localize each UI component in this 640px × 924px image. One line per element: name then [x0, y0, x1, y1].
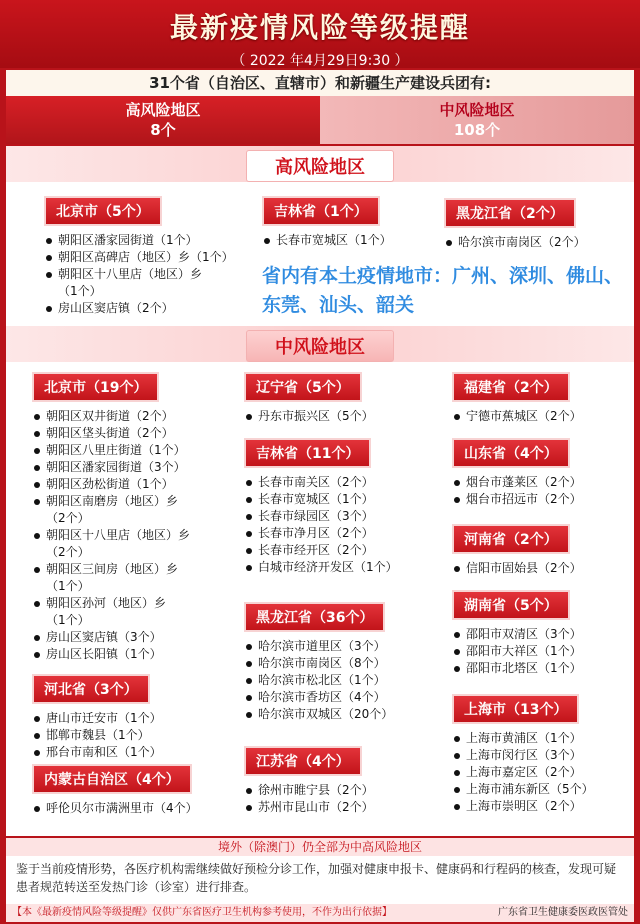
area-item: 烟台市蓬莱区（2个）: [452, 474, 582, 491]
area-item: 上海市嘉定区（2个）: [452, 764, 594, 781]
area-list: [262, 232, 392, 249]
province-title: 辽宁省（5个）: [244, 372, 362, 402]
area-item: 哈尔滨市松北区（1个）: [244, 672, 393, 689]
province-title: 福建省（2个）: [452, 372, 570, 402]
area-list: [244, 782, 374, 816]
area-list: [452, 474, 582, 508]
area-item: 房山区窦店镇（2个）: [44, 300, 234, 317]
area-item: 长春市绿园区（3个）: [244, 508, 398, 525]
area-item: 朝阳区高碑店（地区）乡（1个）: [44, 249, 234, 266]
area-item: 朝阳区八里庄街道（1个）: [32, 442, 190, 459]
area-item: 唐山市迁安市（1个）: [32, 710, 162, 727]
province-title: 黑龙江省（2个）: [444, 198, 576, 228]
area-list: [32, 710, 162, 761]
area-list: [452, 626, 582, 677]
area-item: 朝阳区潘家园街道（1个）: [44, 232, 234, 249]
area-item: 呼伦贝尔市满洲里市（4个）: [32, 800, 198, 817]
area-item: 房山区长阳镇（1个）: [32, 646, 190, 663]
area-item: 上海市闵行区（3个）: [452, 747, 594, 764]
province-title: 黑龙江省（36个）: [244, 602, 385, 632]
area-item: （1个）: [46, 579, 90, 593]
disclaimer-text: 【本《最新疫情风险等级提醒》仅供广东省医疗卫生机构参考使用，不作为出行依据】: [12, 907, 392, 918]
disclaimer-bar: [6, 904, 634, 922]
area-item: 烟台市招远市（2个）: [452, 491, 582, 508]
area-item: 房山区窦店镇（3个）: [32, 629, 190, 646]
area-item: 丹东市振兴区（5个）: [244, 408, 374, 425]
area-item: 朝阳区孙河（地区）乡: [32, 595, 190, 612]
province-title: 吉林省（1个）: [262, 196, 380, 226]
issuer-text: 广东省卫生健康委医政医管处: [498, 907, 628, 918]
high-risk-label: 高风险地区: [125, 101, 201, 119]
province-block: [32, 674, 162, 761]
province-block: [32, 764, 198, 817]
page-date: （ 2022 年4月29日9:30 ）: [231, 53, 409, 69]
area-item: 朝阳区三间房（地区）乡: [32, 561, 190, 578]
area-item: 信阳市固始县（2个）: [452, 560, 582, 577]
province-title: 吉林省（11个）: [244, 438, 371, 468]
area-item: 白城市经济开发区（1个）: [244, 559, 398, 576]
area-item: 上海市崇明区（2个）: [452, 798, 594, 815]
area-item: （1个）: [58, 284, 102, 298]
mid-risk-count: 108个: [453, 121, 501, 139]
risk-summary: [6, 96, 634, 144]
province-block: [262, 196, 392, 249]
area-item: 朝阳区十八里店（地区）乡: [44, 266, 234, 283]
area-item: 朝阳区十八里店（地区）乡: [32, 527, 190, 544]
area-item: 哈尔滨市南岗区（2个）: [444, 234, 586, 251]
area-list: [44, 232, 234, 317]
area-item: 长春市宽城区（1个）: [262, 232, 392, 249]
province-block: [244, 372, 374, 425]
province-block: [32, 372, 190, 663]
high-risk-section-title: 高风险地区: [246, 150, 394, 182]
local-outbreak-notice: 省内有本土疫情地市：广州、深圳、佛山、东莞、汕头、韶关: [262, 265, 624, 316]
area-item: 邵阳市双清区（3个）: [452, 626, 582, 643]
province-title: 湖南省（5个）: [452, 590, 570, 620]
province-block: [452, 590, 582, 677]
guidance-text: 鉴于当前疫情形势，各医疗机构需继续做好预检分诊工作，加强对健康申报卡、健康码和行程码的核查，发现可疑患者规范转送至发热门诊（诊室）进行排查。: [6, 856, 634, 904]
area-list: [32, 408, 190, 663]
area-item: 朝阳区潘家园街道（3个）: [32, 459, 190, 476]
mid-risk-panel: [6, 362, 634, 836]
page-title: 最新疫情风险等级提醒: [169, 11, 470, 44]
area-item: 邯郸市魏县（1个）: [32, 727, 162, 744]
mid-risk-section-header: [6, 326, 634, 362]
province-block: [444, 198, 586, 251]
area-item: 徐州市睢宁县（2个）: [244, 782, 374, 799]
mid-risk-summary: [320, 96, 634, 144]
area-list: [452, 730, 594, 815]
area-item: 长春市净月区（2个）: [244, 525, 398, 542]
overseas-notice: 境外（除澳门）仍全部为中高风险地区: [6, 838, 634, 856]
intro-text: 31个省（自治区、直辖市）和新疆生产建设兵团有:: [6, 70, 634, 96]
area-list: [452, 560, 582, 577]
province-title: 上海市（13个）: [452, 694, 579, 724]
area-item: （2个）: [46, 545, 90, 559]
area-item: 朝阳区劲松街道（1个）: [32, 476, 190, 493]
area-item: 邵阳市北塔区（1个）: [452, 660, 582, 677]
area-list: [244, 408, 374, 425]
province-block: [452, 372, 582, 425]
area-item: 哈尔滨市道里区（3个）: [244, 638, 393, 655]
province-block: [452, 694, 594, 815]
province-title: 河南省（2个）: [452, 524, 570, 554]
area-item: （1个）: [46, 613, 90, 627]
area-item: 邵阳市大祥区（1个）: [452, 643, 582, 660]
province-title: 内蒙古自治区（4个）: [32, 764, 192, 794]
high-risk-section-header: [6, 146, 634, 182]
area-item: 哈尔滨市香坊区（4个）: [244, 689, 393, 706]
province-block: [244, 746, 374, 816]
area-item: 长春市南关区（2个）: [244, 474, 398, 491]
area-item: 上海市浦东新区（5个）: [452, 781, 594, 798]
province-title: 北京市（5个）: [44, 196, 162, 226]
area-list: [452, 408, 582, 425]
province-block: [244, 438, 398, 576]
mid-risk-label: 中风险地区: [439, 101, 515, 119]
area-item: 苏州市昆山市（2个）: [244, 799, 374, 816]
area-item: 邢台市南和区（1个）: [32, 744, 162, 761]
province-block: [244, 602, 393, 723]
area-item: 哈尔滨市双城区（20个）: [244, 706, 393, 723]
province-block: [452, 524, 582, 577]
area-item: 朝阳区南磨房（地区）乡: [32, 493, 190, 510]
area-list: [244, 474, 398, 576]
area-list: [444, 234, 586, 251]
province-title: 河北省（3个）: [32, 674, 150, 704]
area-item: 上海市黄浦区（1个）: [452, 730, 594, 747]
area-item: 哈尔滨市南岗区（8个）: [244, 655, 393, 672]
area-list: [32, 800, 198, 817]
area-item: 长春市宽城区（1个）: [244, 491, 398, 508]
area-item: 朝阳区垡头街道（2个）: [32, 425, 190, 442]
province-title: 北京市（19个）: [32, 372, 159, 402]
province-title: 山东省（4个）: [452, 438, 570, 468]
area-item: 宁德市蕉城区（2个）: [452, 408, 582, 425]
province-block: [44, 196, 234, 317]
area-item: 长春市经开区（2个）: [244, 542, 398, 559]
province-block: [452, 438, 582, 508]
area-item: 朝阳区双井街道（2个）: [32, 408, 190, 425]
high-risk-summary: [6, 96, 320, 144]
area-item: （2个）: [46, 511, 90, 525]
province-title: 江苏省（4个）: [244, 746, 362, 776]
high-risk-count: 8个: [150, 121, 176, 139]
area-list: [244, 638, 393, 723]
mid-risk-section-title: 中风险地区: [246, 330, 394, 362]
header: [0, 0, 640, 68]
